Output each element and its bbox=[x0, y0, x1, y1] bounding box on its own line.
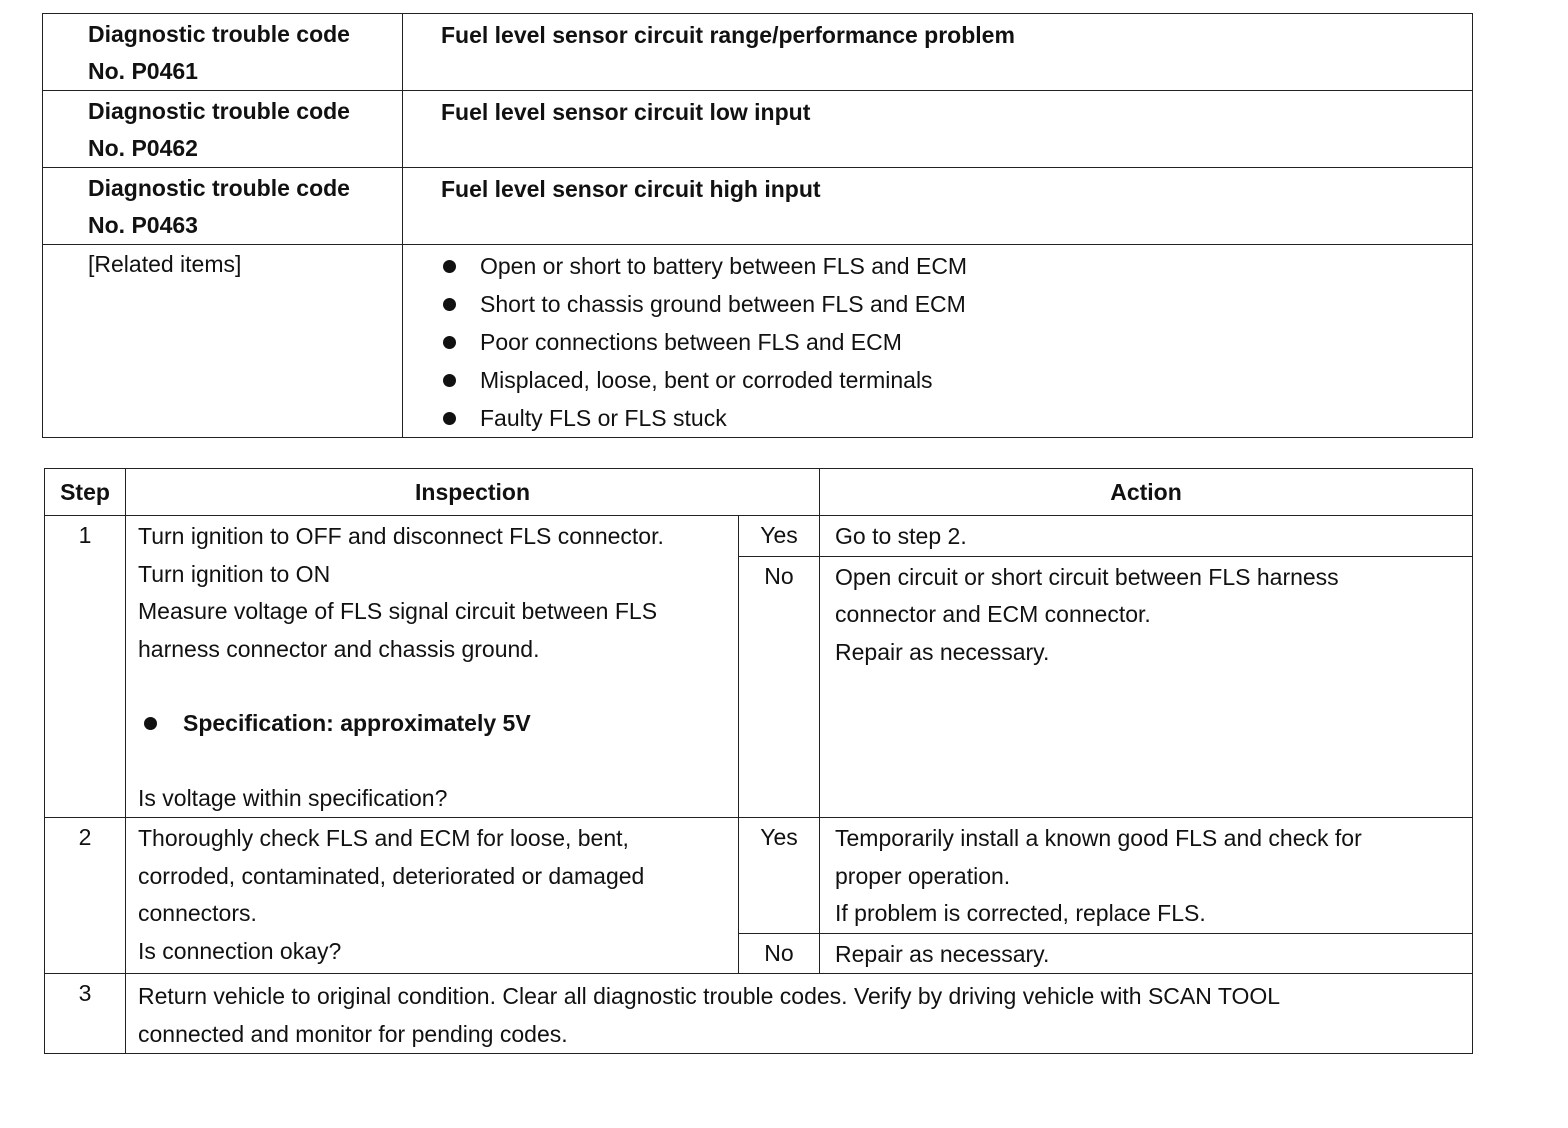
step2-inspection-cell bbox=[126, 818, 739, 974]
step1-row-yes bbox=[45, 516, 1473, 557]
step3-line: connected and monitor for pending codes. bbox=[138, 1021, 568, 1047]
dtc-label-cell bbox=[43, 91, 403, 168]
dtc-row-p0462 bbox=[43, 91, 1473, 168]
step2-yes-cell bbox=[739, 818, 820, 934]
dtc-label-line1: Diagnostic trouble code bbox=[88, 98, 350, 124]
specification: Specification: approximately 5V bbox=[138, 705, 738, 743]
bullet-icon bbox=[144, 717, 157, 730]
step2-no-action-cell bbox=[820, 933, 1473, 974]
list-item: Misplaced, loose, bent or corroded terminals bbox=[443, 361, 1472, 399]
step1-yes-action-cell bbox=[820, 516, 1473, 557]
action-line: If problem is corrected, replace FLS. bbox=[835, 900, 1206, 926]
bullet-icon bbox=[443, 412, 456, 425]
action-line: connector and ECM connector. bbox=[835, 601, 1151, 628]
inspection-line: harness connector and chassis ground. bbox=[138, 635, 540, 662]
dtc-description-cell bbox=[403, 168, 1473, 245]
dtc-label-cell bbox=[43, 14, 403, 91]
related-items-row bbox=[43, 245, 1473, 438]
step-table-header bbox=[45, 469, 1473, 516]
header-step: Step bbox=[45, 469, 126, 516]
dtc-row-p0463 bbox=[43, 168, 1473, 245]
step2-no-cell bbox=[739, 933, 820, 974]
step3-number-cell bbox=[45, 974, 126, 1054]
step1-no-cell bbox=[739, 556, 820, 817]
bullet-icon bbox=[443, 374, 456, 387]
list-item: Faulty FLS or FLS stuck bbox=[443, 399, 1472, 437]
list-item: Open or short to battery between FLS and ECM bbox=[443, 247, 1472, 285]
inspection-line: connectors. bbox=[138, 900, 257, 926]
no-label: No bbox=[764, 939, 794, 966]
dtc-label-line1: Diagnostic trouble code bbox=[88, 175, 350, 201]
bullet-icon bbox=[443, 298, 456, 311]
action-text: Repair as necessary. bbox=[835, 940, 1050, 967]
step1-yes-cell bbox=[739, 516, 820, 557]
header-action: Action bbox=[820, 469, 1473, 516]
yes-label: Yes bbox=[760, 824, 798, 850]
header-inspection: Inspection bbox=[126, 469, 820, 516]
step2-row-yes bbox=[45, 818, 1473, 934]
no-label: No bbox=[764, 562, 794, 589]
step1-number-cell bbox=[45, 516, 126, 818]
step3-row bbox=[45, 974, 1473, 1054]
related-items-list bbox=[403, 245, 1472, 437]
related-list-cell bbox=[403, 245, 1473, 438]
inspection-line: corroded, contaminated, deteriorated or damaged bbox=[138, 862, 645, 889]
list-item: Short to chassis ground between FLS and ECM bbox=[443, 285, 1472, 323]
dtc-description: Fuel level sensor circuit range/performance problem bbox=[441, 22, 1015, 48]
inspection-question: Is voltage within specification? bbox=[138, 784, 448, 811]
action-text: Go to step 2. bbox=[835, 523, 967, 549]
dtc-row-p0461 bbox=[43, 14, 1473, 91]
action-line: Repair as necessary. bbox=[835, 638, 1050, 665]
dtc-label-line1: Diagnostic trouble code bbox=[88, 21, 350, 47]
dtc-code: No. P0463 bbox=[88, 212, 198, 238]
dtc-description: Fuel level sensor circuit low input bbox=[441, 99, 811, 125]
bullet-icon bbox=[443, 336, 456, 349]
action-line: Temporarily install a known good FLS and check for bbox=[835, 825, 1362, 851]
step3-text-cell bbox=[126, 974, 1473, 1054]
step-table bbox=[44, 468, 1473, 1054]
dtc-label-cell bbox=[43, 168, 403, 245]
action-line: Open circuit or short circuit between FLS harness bbox=[835, 563, 1339, 590]
action-line: proper operation. bbox=[835, 862, 1011, 889]
yes-label: Yes bbox=[760, 522, 798, 548]
step2-number-cell bbox=[45, 818, 126, 974]
step3-line: Return vehicle to original condition. Clear all diagnostic trouble codes. Verify by driving vehicle with SCAN TOOL bbox=[138, 983, 1281, 1009]
dtc-table bbox=[42, 13, 1473, 438]
dtc-code: No. P0462 bbox=[88, 135, 198, 161]
related-items-label: [Related items] bbox=[88, 251, 242, 277]
step-number: 1 bbox=[78, 522, 92, 548]
related-label-cell bbox=[43, 245, 403, 438]
step1-inspection-cell bbox=[126, 516, 739, 818]
inspection-line: Thoroughly check FLS and ECM for loose, bent, bbox=[138, 825, 629, 851]
step-number: 3 bbox=[78, 980, 92, 1006]
step-number: 2 bbox=[78, 824, 92, 850]
dtc-description-cell bbox=[403, 91, 1473, 168]
bullet-icon bbox=[443, 260, 456, 273]
inspection-line: Measure voltage of FLS signal circuit between FLS bbox=[138, 598, 658, 624]
step2-yes-action-cell bbox=[820, 818, 1473, 934]
dtc-code: No. P0461 bbox=[88, 58, 198, 84]
inspection-question: Is connection okay? bbox=[138, 937, 342, 964]
list-item: Poor connections between FLS and ECM bbox=[443, 323, 1472, 361]
inspection-line: Turn ignition to ON bbox=[138, 560, 331, 587]
dtc-description-cell bbox=[403, 14, 1473, 91]
inspection-line: Turn ignition to OFF and disconnect FLS connector. bbox=[138, 523, 664, 549]
step1-no-action-cell bbox=[820, 556, 1473, 817]
dtc-description: Fuel level sensor circuit high input bbox=[441, 176, 821, 202]
